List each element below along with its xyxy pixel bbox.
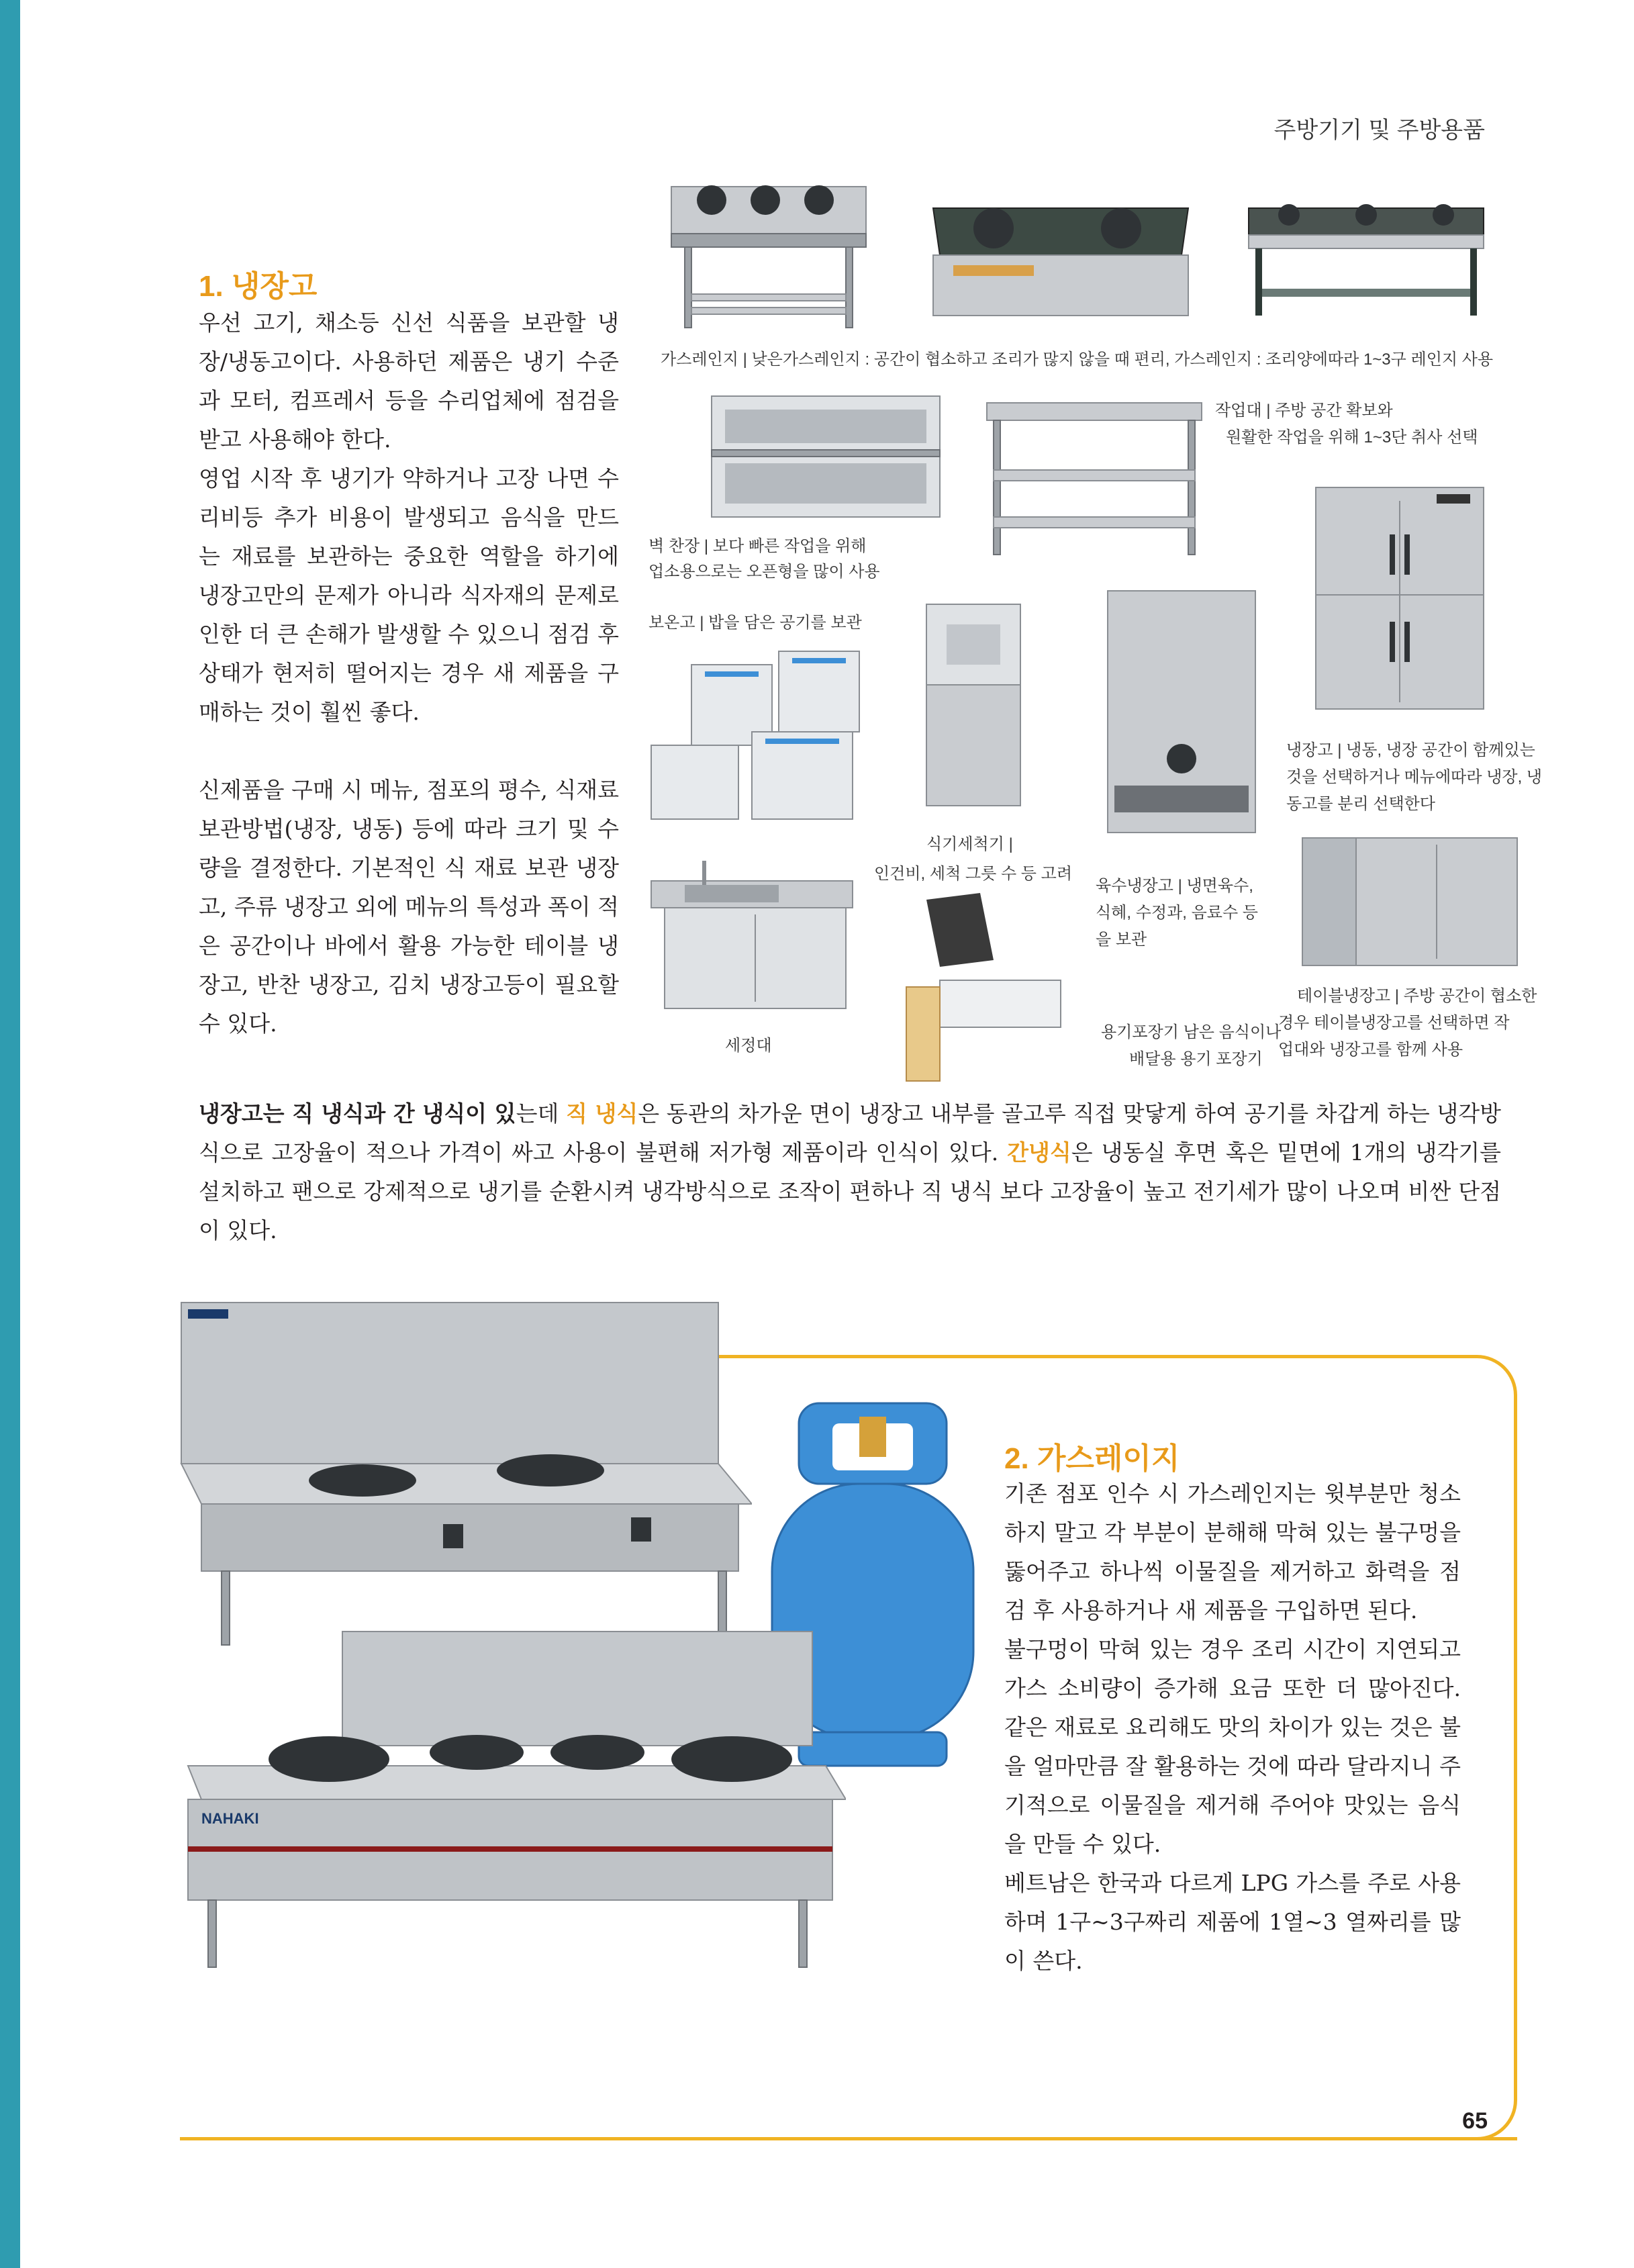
double-burner-range-image (920, 201, 1202, 322)
dishwasher-image (913, 598, 1034, 812)
upright-fridge-image (1309, 481, 1490, 722)
section1-para3: 신제품을 구매 시 메뉴, 점포의 평수, 식재료 보관방법(냉장, 냉동) 등에 따라 크기 및 수량을 결정한다. 기본적인 식 재료 보관 냉장고, 주류 냉장고 외에 메뉴의 특성과 폭이 적은 공간이나 바에서 활용 가능한 테이블 냉장고, 반찬 냉장고, 김치 냉장고등이 필요할 수 있다. (199, 777, 619, 1037)
cooling-text-3: 은 냉동실 후면 혹은 밑면에 1개의 냉각기를 설치하고 팬으로 강제적으로 냉기를 순환시켜 냉각방식으로 조작이 편하나 직 냉식 보다 고장율이 높고 전기세가 많이 나오며 비싼 단점이 있다. (199, 1139, 1501, 1243)
cooling-paragraph (199, 1094, 1501, 1250)
table-fridge-image (1296, 831, 1524, 972)
page-number: 65 (1462, 2108, 1488, 2134)
caption-fridge-2: 것을 선택하거나 메뉴에따라 냉장, 냉 (1286, 768, 1543, 786)
section1-para1: 우선 고기, 채소등 신선 식품을 보관할 냉장/냉동고이다. 사용하던 제품은 냉기 수준과 모터, 컴프레서 등을 수리업체에 점검을 받고 사용해야 한다. (199, 310, 619, 453)
caption-broth-1: 육수냉장고 | 냉면육수, (1096, 877, 1253, 895)
caption-wall-shelf-2: 업소용으로는 오픈형을 많이 사용 (648, 563, 880, 581)
brand-logo: NAHAKI (201, 1810, 259, 1827)
cooling-lead: 냉장고는 직 냉식과 간 냉식이 있 (199, 1100, 516, 1127)
sealer-image (900, 886, 1074, 1088)
caption-sealer-2: 배달용 용기 포장기 (1129, 1050, 1263, 1068)
rice-warmer-image (644, 645, 866, 826)
caption-table-fridge-1: 테이블냉장고 | 주방 공간이 협소한 (1297, 987, 1537, 1005)
caption-sink: 세정대 (725, 1037, 772, 1055)
caption-warmer: 보온고 | 밥을 담은 공기를 보관 (648, 614, 862, 632)
section2-para1: 기존 점포 인수 시 가스레인지는 윗부분만 청소하지 말고 각 부분이 분해해 막혀 있는 불구멍을 뚫어주고 하나씩 이물질을 제거하고 화력을 점검 후 사용하거나 새 제품을 구입하면 된다. (1004, 1480, 1461, 1623)
section2-title: 2. 가스레이지 (1004, 1442, 1180, 1475)
low-gas-range-image (665, 173, 873, 334)
caption-fridge-1: 냉장고 | 냉동, 냉장 공간이 함께있는 (1286, 741, 1535, 759)
cooling-text-2: 은 동관의 차가운 면이 냉장고 내부를 골고루 직접 맞닿게 하여 공기를 차갑게 하는 냉각방식으로 고장율이 적으나 가격이 싸고 사용이 불편해 저가형 제품이라 인식이 있다. (199, 1100, 1502, 1166)
broth-fridge-image (1101, 584, 1262, 846)
caption-worktable-2: 원활한 작업을 위해 1~3단 취사 선택 (1226, 428, 1478, 446)
wok-range-image (175, 1276, 752, 1652)
section2-para3: 베트남은 한국과 다르게 LPG 가스를 주로 사용하며 1구~3구짜리 제품에 1열~3 열짜리를 많이 쓴다. (1004, 1870, 1461, 1974)
section1-body (199, 303, 619, 1043)
section2-frame-bottom (180, 2137, 1517, 2140)
section2-body (1004, 1474, 1461, 1981)
caption-broth-2: 식혜, 수정과, 음료수 등 (1096, 904, 1258, 922)
caption-table-fridge-2: 경우 테이블냉장고를 선택하면 작 (1278, 1014, 1510, 1032)
caption-fridge-3: 동고를 분리 선택한다 (1286, 795, 1435, 813)
worktable-image (980, 396, 1208, 557)
page-header: 주방기기 및 주방용품 (1273, 117, 1485, 143)
section1-para2: 영업 시작 후 냉기가 약하거나 고장 나면 수리비등 추가 비용이 발생되고 음식을 만드는 재료를 보관하는 중요한 역할을 하기에 냉장고만의 문제가 아니라 식자재의 문제로 인한 더 큰 손해가 발생할 수 있으니 점검 후 상태가 현저히 떨어지는 경우 새 제품을 구매하는 것이 훨씬 좋다. (199, 465, 619, 725)
wall-shelf-image (705, 389, 953, 524)
caption-sealer-1: 용기포장기 남은 음식이나 (1101, 1023, 1282, 1041)
caption-dishwasher-1: 식기세척기 | (926, 835, 1013, 853)
caption-broth-3: 을 보관 (1096, 931, 1147, 949)
caption-wall-shelf-1: 벽 찬장 | 보다 빠른 작업을 위해 (648, 537, 867, 555)
caption-gas-range: 가스레인지 | 낮은가스레인지 : 공간이 협소하고 조리가 많지 않을 때 편리, 가스레인지 : 조리양에따라 1~3구 레인지 사용 (661, 350, 1494, 369)
section2-para2: 불구멍이 막혀 있는 경우 조리 시간이 지연되고 가스 소비량이 증가해 요금 또한 더 많아진다. 같은 재료로 요리해도 맛의 차이가 있는 것은 불을 얼마만큼 잘 활용하는 것에 따라 달라지니 주기적으로 이물질을 제거해 주어야 맛있는 음식을 만들 수 있다. (1004, 1636, 1461, 1857)
sidebar-stripe (0, 0, 20, 2268)
caption-dishwasher-2: 인건비, 세척 그릇 수 등 고려 (874, 865, 1073, 883)
caption-worktable-1: 작업대 | 주방 공간 확보와 (1215, 401, 1393, 420)
caption-table-fridge-3: 업대와 냉장고를 함께 사용 (1278, 1041, 1463, 1059)
sink-image (644, 861, 859, 1029)
section1-title: 1. 냉장고 (199, 270, 318, 303)
three-burner-range-image (1242, 195, 1490, 322)
direct-cooling-term: 직 냉식 (565, 1100, 638, 1127)
cooling-text-1: 는데 (516, 1100, 566, 1127)
multi-burner-stove-image (181, 1625, 846, 1974)
indirect-cooling-term: 간냉식 (1007, 1139, 1071, 1166)
